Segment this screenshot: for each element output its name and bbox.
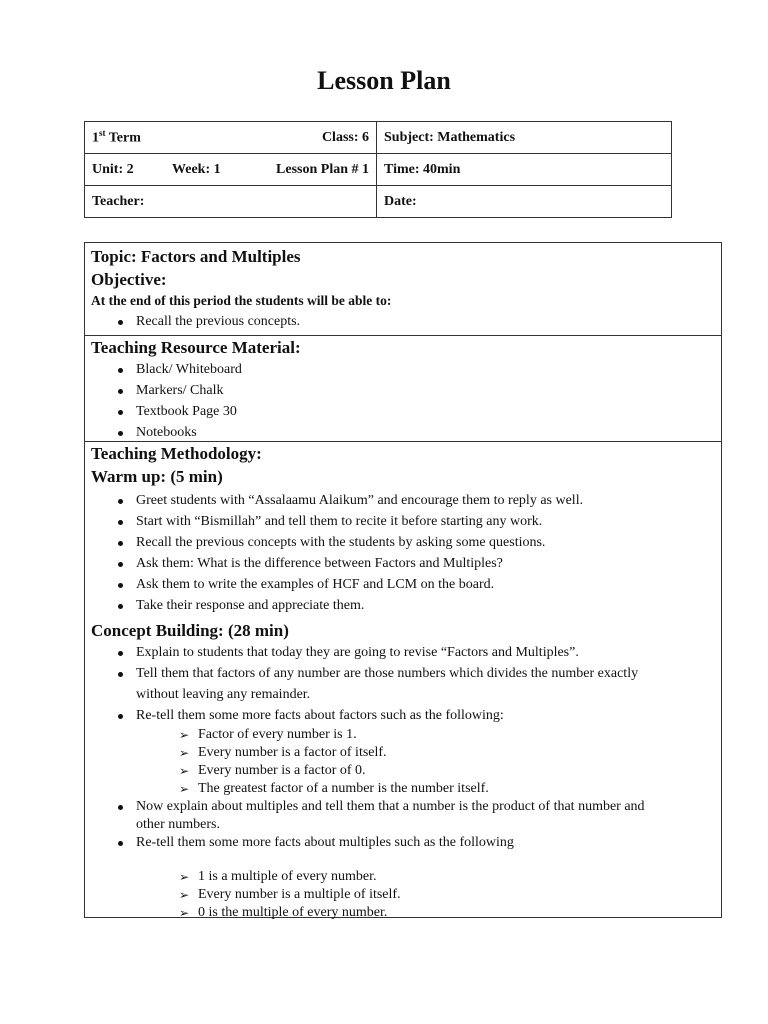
list-item: Recall the previous concepts with the students by asking some questions.: [116, 532, 715, 553]
table-row: [85, 154, 672, 186]
warmup-heading: Warm up: (5 min): [91, 467, 223, 486]
lesson-info-table: [84, 121, 672, 218]
lesson-body: [84, 242, 722, 918]
list-item: Markers/ Chalk: [116, 380, 715, 401]
list-item: Greet students with “Assalaamu Alaikum” and encourage them to reply as well.: [116, 490, 715, 511]
list-item: Ask them: What is the difference between Factors and Multiples?: [116, 553, 715, 574]
methodology-section: [85, 442, 721, 919]
list-item: Recall the previous concepts.: [116, 311, 715, 332]
date-label: Date:: [377, 186, 672, 218]
teacher-label: Teacher:: [85, 186, 377, 218]
list-item: ➢ Factor of every number is 1.: [179, 727, 357, 742]
unit-label: Unit: 2: [92, 161, 134, 177]
list-item: ➢ Every number is a factor of 0.: [179, 763, 366, 778]
arrow-bullet-icon: ➢: [179, 870, 190, 884]
list-item: Explain to students that today they are going to revise “Factors and Multiples”.: [116, 642, 715, 663]
table-row: [85, 186, 672, 218]
list-item: Re-tell them some more facts about multiples such as the following: [116, 834, 715, 852]
list-item: ➢ 1 is a multiple of every number.: [179, 869, 377, 884]
arrow-bullet-icon: ➢: [179, 906, 190, 920]
methodology-heading: Teaching Methodology:: [91, 444, 262, 463]
lesson-plan-number: Lesson Plan # 1: [276, 161, 369, 177]
resources-section: [85, 336, 721, 442]
arrow-bullet-icon: ➢: [179, 782, 190, 796]
list-item: ➢ Every number is a factor of itself.: [179, 745, 387, 760]
objective-intro: At the end of this period the students will be able to:: [91, 293, 392, 308]
concept-building-heading: Concept Building: (28 min): [91, 621, 289, 640]
list-item: ➢ 0 is the multiple of every number.: [179, 905, 388, 920]
list-item: Now explain about multiples and tell them that a number is the product of that number and other numbers.: [116, 798, 715, 834]
table-row: [85, 122, 672, 154]
list-item: ➢ Every number is a multiple of itself.: [179, 887, 401, 902]
time-label: Time: 40min: [377, 154, 672, 186]
list-item: Ask them to write the examples of HCF and LCM on the board.: [116, 574, 715, 595]
list-item: ➢ The greatest factor of a number is the number itself.: [179, 781, 489, 796]
arrow-bullet-icon: ➢: [179, 888, 190, 902]
topic-heading: Topic: Factors and Multiples: [91, 247, 301, 266]
page-title: Lesson Plan: [317, 66, 451, 95]
list-item: Re-tell them some more facts about factors such as the following:: [116, 705, 715, 726]
arrow-bullet-icon: ➢: [179, 764, 190, 778]
arrow-bullet-icon: ➢: [179, 728, 190, 742]
class-label: Class: 6: [321, 129, 369, 145]
term-label: 1st Term: [92, 128, 141, 146]
resources-heading: Teaching Resource Material:: [91, 338, 301, 357]
objective-heading: Objective:: [91, 270, 167, 289]
list-item: Black/ Whiteboard: [116, 359, 715, 380]
subject-label: Subject: Mathematics: [377, 122, 672, 154]
list-item: Textbook Page 30: [116, 401, 715, 422]
list-item: Take their response and appreciate them.: [116, 595, 715, 616]
list-item: Notebooks: [116, 422, 715, 443]
list-item: Start with “Bismillah” and tell them to recite it before starting any work.: [116, 511, 715, 532]
unit-week-cell: [85, 154, 377, 186]
list-item: Tell them that factors of any number are those numbers which divides the number exactly without leaving any remainder.: [116, 663, 715, 705]
term-class-cell: [85, 122, 377, 154]
topic-section: [85, 245, 721, 336]
week-label: Week: 1: [172, 161, 221, 177]
arrow-bullet-icon: ➢: [179, 746, 190, 760]
